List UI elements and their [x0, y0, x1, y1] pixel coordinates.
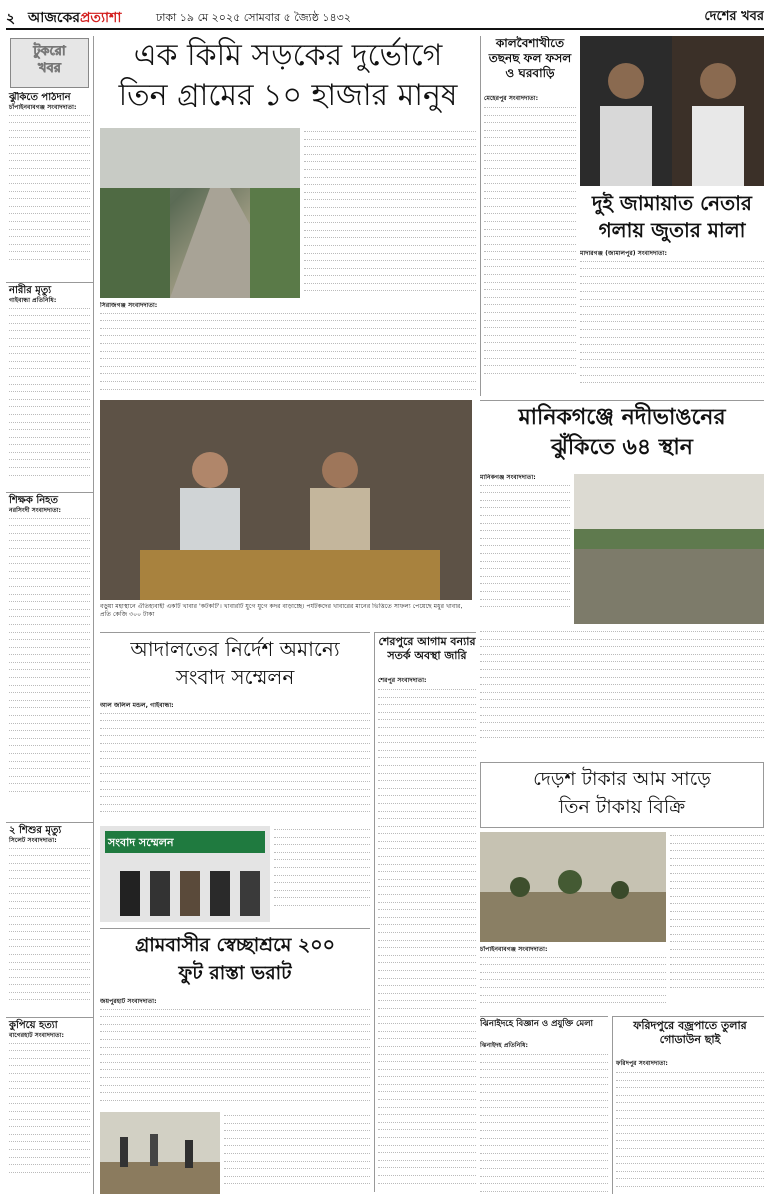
jamaat-photo [580, 36, 764, 186]
road-headline: গ্রামবাসীর স্বেচ্ছাশ্রমে ২০০ ফুট রাস্তা ভরাট [100, 928, 370, 994]
sidebar-title-top: টুকরো [33, 44, 66, 59]
sidebar-item: ঝুঁকিতে পাঠদান চাঁপাইনবাবগঞ্জ সংবাদদাতা: [6, 92, 93, 282]
market-photo-caption: বড়ুয়া মহাস্থানে ঐতিহ্যবাহী একটি খাবার 'কটকটি'। খাবারটি যুগে যুগে কদর বাড়াচ্ছে। পর্যটকদের খাবারের মানের ভিত্তিতে সাফল্য পেয়েছে মধুর খাবার, প্রতি কেজি ৩০০ টাকা [100, 603, 463, 618]
storm-story: কালবৈশাখীতে তছনছ ফল ফসল ও ঘরবাড়ি মেহেরপুর সংবাদদাতা: [480, 36, 576, 396]
market-photo-illustration [100, 400, 472, 600]
flood-headline: শেরপুরে আগাম বন্যার সতর্ক অবস্থা জারি [378, 635, 476, 662]
jamaat-body: মাদারগঞ্জ (জামালপুর) সংবাদদাতা: [580, 250, 764, 395]
science-story: ঝিনাইদহে বিজ্ঞান ও প্রযুক্তি মেলা ঝিনাইদহ প্রতিনিধি: [480, 1016, 608, 1194]
sidebar-title-bottom: খবর [38, 61, 61, 76]
main-headline: এক কিমি সড়কের দুর্ভোগে তিন গ্রামের ১০ হাজার মানুষ [118, 38, 458, 113]
fire-story: ফরিদপুরে বজ্রপাতে তুলার গোডাউন ছাই ফরিদপুর সংবাদদাতা: [612, 1016, 764, 1194]
jamaat-photo-illustration [580, 36, 764, 186]
flood-story: শেরপুরে আগাম বন্যার সতর্ক অবস্থা জারি শেরপুর সংবাদদাতা: [374, 632, 476, 1192]
storm-headline: কালবৈশাখীতে তছনছ ফল ফসল ও ঘরবাড়ি [488, 36, 572, 80]
section-title: দেশের খবর [704, 9, 764, 24]
masthead-logo: আজকেরপ্রত্যাশা [28, 10, 122, 26]
page-header [6, 6, 764, 30]
mango-headline: দেড়শ টাকার আম সাড়ে তিন টাকায় বিক্রি [480, 762, 764, 828]
mango-body-right [670, 832, 764, 1012]
road-body-lower [224, 1112, 370, 1194]
road-body: জয়পুরহাট সংবাদদাতা: [100, 998, 370, 1108]
sidebar-item: নারীর মৃত্যু গাইবান্ধা প্রতিনিধি: [6, 282, 93, 492]
mango-body: চাঁপাইনবাবগঞ্জ সংবাদদাতা: [480, 946, 666, 1012]
manikganj-body-lower [480, 628, 764, 758]
court-body-right [274, 826, 370, 922]
road-work-photo [100, 1112, 220, 1194]
river-photo-illustration [574, 474, 764, 624]
main-story-body [304, 128, 476, 298]
fire-headline: ফরিদপুরে বজ্রপাতে তুলার গোডাউন ছাই [633, 1019, 747, 1046]
court-body: আল জলিল মন্ডল, গাইবান্ধা: [100, 702, 370, 824]
issue-date: ঢাকা ১৯ মে ২০২৫ সোমবার ৫ জ্যৈষ্ঠ ১৪৩২ [156, 11, 351, 24]
sidebar-item: শিক্ষক নিহত নরসিংদী সংবাদদাতা: [6, 492, 93, 822]
road-photo [100, 128, 300, 298]
sidebar [6, 36, 94, 1194]
manikganj-body: মানিকগঞ্জ সংবাদদাতা: [480, 474, 570, 624]
mango-photo-illustration [480, 832, 666, 942]
market-photo [100, 400, 472, 600]
jamaat-headline: দুই জামায়াত নেতার গলায় জুতার মালা [592, 191, 752, 242]
road-work-illustration [100, 1112, 220, 1194]
manikganj-headline: মানিকগঞ্জে নদীভাঙনের ঝুঁকিতে ৬৪ স্থান [480, 400, 764, 470]
road-photo-illustration [100, 128, 300, 298]
science-headline: ঝিনাইদহে বিজ্ঞান ও প্রযুক্তি মেলা [480, 1019, 593, 1029]
mango-photo [480, 832, 666, 942]
sidebar-item: কুপিয়ে হত্যা বাগেরহাট সংবাদদাতা: [6, 1017, 93, 1187]
sidebar-title-box [10, 38, 89, 88]
page-number: ২ [6, 11, 16, 27]
sidebar-item: ২ শিশুর মৃত্যু সিলেট সংবাদদাতা: [6, 822, 93, 1017]
press-conference-photo [100, 826, 270, 922]
river-photo [574, 474, 764, 624]
press-banner-text: সংবাদ সম্মেলন [108, 836, 174, 849]
court-headline: আদালতের নির্দেশ অমান্যে সংবাদ সম্মেলন [100, 632, 370, 698]
main-story-body-lower: সিরাজগঞ্জ সংবাদদাতা: [100, 302, 476, 398]
